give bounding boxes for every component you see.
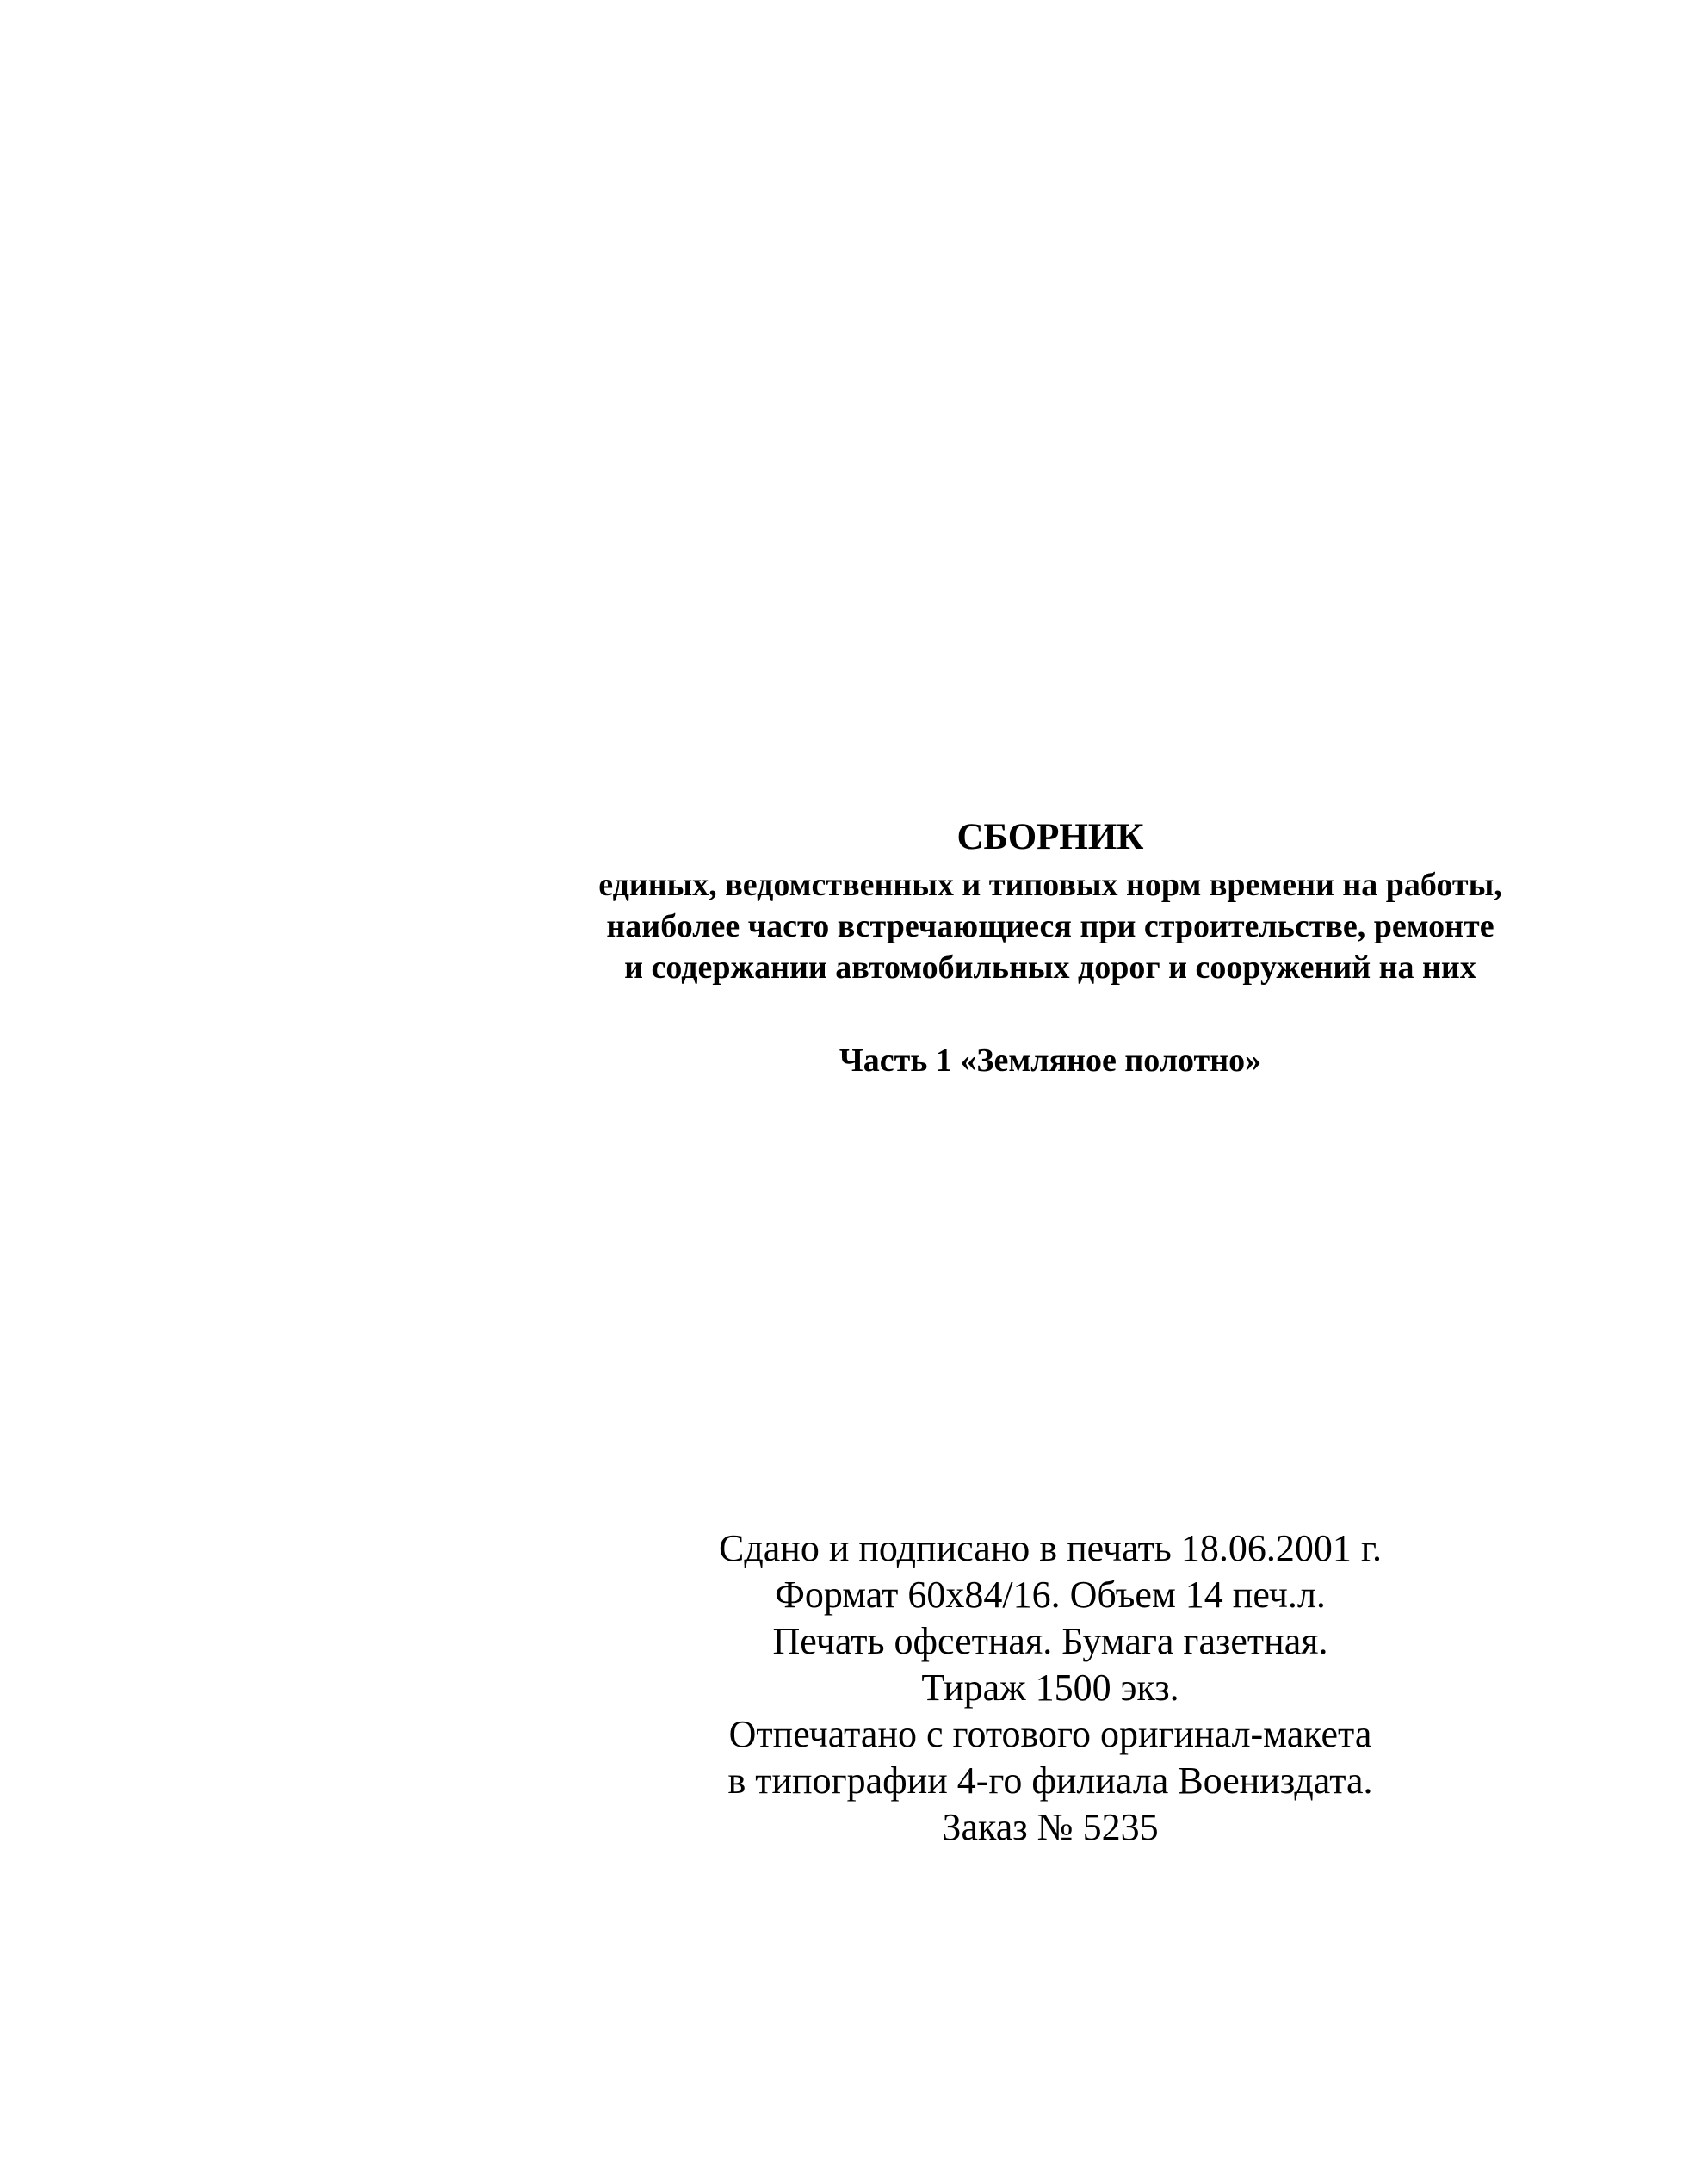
- imprint-line-format: Формат 60x84/16. Объем 14 печ.л.: [775, 1574, 1326, 1616]
- document-title: СБОРНИК: [956, 817, 1144, 857]
- imprint-line-printed-from: Отпечатано с готового оригинал-макета: [728, 1713, 1372, 1755]
- imprint-line-print: Печать офсетная. Бумага газетная.: [772, 1620, 1328, 1662]
- part-title: Часть 1 «Земляное полотно»: [839, 1042, 1262, 1079]
- title-block: [517, 811, 1584, 1081]
- subtitle-line-1: единых, ведомственных и типовых норм времени на работы,: [598, 867, 1502, 903]
- subtitle-line-3: и содержании автомобильных дорог и сооружений на них: [624, 949, 1476, 986]
- imprint-line-order: Заказ № 5235: [942, 1806, 1159, 1848]
- imprint-block: [671, 1525, 1429, 1851]
- imprint-line-circulation: Тираж 1500 экз.: [921, 1667, 1179, 1709]
- imprint-line-signed: Сдано и подписано в печать 18.06.2001 г.: [719, 1527, 1382, 1569]
- imprint-line-printing-house: в типографии 4-го филиала Воениздата.: [727, 1759, 1373, 1802]
- subtitle-line-2: наиболее часто встречающиеся при строительстве, ремонте: [606, 908, 1494, 944]
